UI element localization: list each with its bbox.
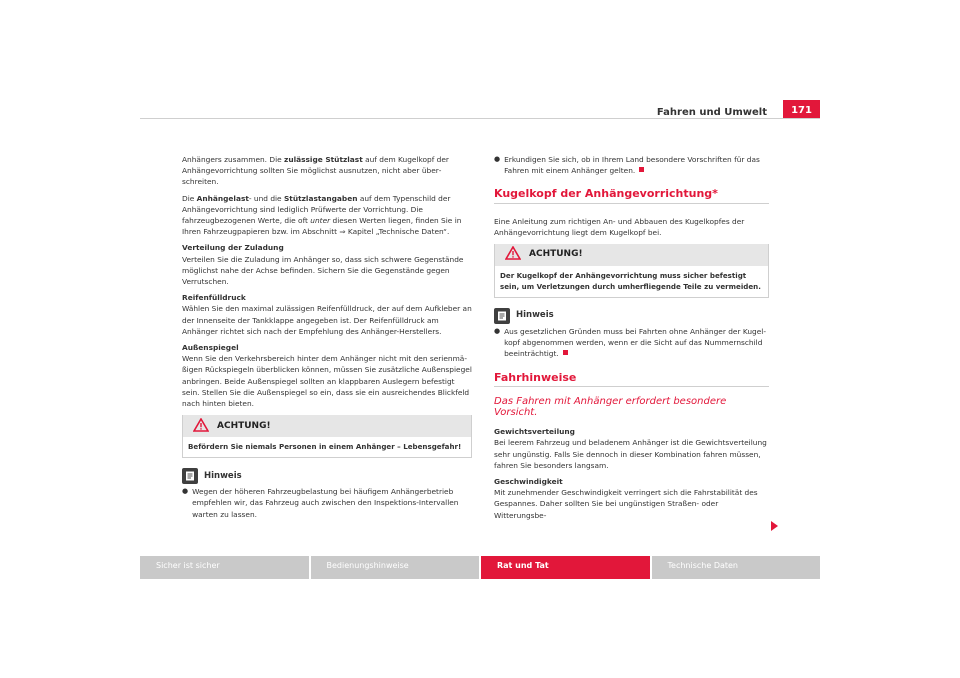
paragraph-reifenfuelldruck: Wählen Sie den maximal zulässigen Reifenfülldruck, der auf dem Aufkleber an der Innenseite der Tankklappe angegeben ist. Der Reifenfülldruck am Anhänger richtet sich nach der Empfehlung des Anhänger-Herstellers.	[182, 304, 472, 336]
note-bullet	[182, 486, 472, 520]
warning-box	[182, 415, 472, 458]
paragraph-kugelkopf: Eine Anleitung zum richtigen An- und Abbauen des Kugelkopfes der Anhängevorrichtung liegt dem Kugelkopf bei.	[494, 216, 745, 237]
page-number: 171	[783, 100, 820, 119]
italic-text: unter	[310, 216, 331, 226]
text: Erkundigen Sie sich, ob in Ihrem Land besondere Vorschriften für das Fahren mit einem Anhänger gelten.	[504, 155, 760, 176]
footer-tab-sicher[interactable]: Sicher ist sicher	[140, 556, 309, 579]
paragraph-stuetzlast	[182, 154, 472, 188]
paragraph-geschwindigkeit: Mit zunehmender Geschwindigkeit verringert sich die Fahrstabilität des Gespannes. Daher sollten Sie bei ungünstigen Straßen- oder Witterungsbe-	[494, 488, 758, 520]
note-text-wrap	[504, 326, 769, 360]
heading-reifenfuelldruck: Reifenfülldruck	[182, 293, 246, 303]
list-item	[494, 154, 769, 176]
paragraph-anhaengelast	[182, 193, 472, 238]
heading-zuladung: Verteilung der Zuladung	[182, 243, 284, 253]
warning-triangle-icon	[193, 418, 209, 435]
section-title-fahrhinweise: Fahrhinweise	[494, 372, 769, 387]
bullet-text	[504, 154, 769, 176]
warning-header	[183, 415, 471, 437]
continue-arrow-icon	[771, 521, 778, 531]
warning-text: Befördern Sie niemals Personen in einem Anhänger – Lebensgefahr!	[188, 442, 462, 452]
right-column	[494, 154, 769, 526]
end-square-icon	[563, 350, 568, 355]
bullet-icon: ●	[494, 155, 501, 163]
left-column	[182, 154, 472, 520]
chapter-title: Fahren und Umwelt	[656, 107, 767, 118]
heading-gewichtsverteilung: Gewichtsverteilung	[494, 427, 575, 437]
note-text: Wegen der höheren Fahrzeugbelastung bei häufigem Anhängerbetrieb empfehlen wir, das Fahrzeug auch zwischen den Inspektions-Intervallen warten zu lassen.	[192, 487, 459, 519]
bullet-icon: ●	[182, 487, 189, 496]
note-title: Hinweis	[204, 470, 242, 481]
warning-header	[495, 244, 768, 266]
note-header	[182, 468, 472, 484]
end-square-icon	[639, 167, 644, 172]
footer-tab-rat-und-tat[interactable]: Rat und Tat	[481, 556, 650, 579]
section-title-kugelkopf: Kugelkopf der Anhängevorrichtung*	[494, 188, 769, 203]
warning-triangle-icon	[505, 246, 521, 263]
bullet-icon: ●	[494, 327, 501, 336]
heading-aussenspiegel: Außenspiegel	[182, 343, 239, 353]
note-icon	[494, 308, 510, 324]
note-title: Hinweis	[516, 310, 554, 321]
text: Anhängers zusammen. Die	[182, 155, 285, 164]
warning-title: ACHTUNG!	[217, 420, 271, 431]
paragraph-gewichtsverteilung: Bei leerem Fahrzeug und beladenem Anhänger ist die Gewichtsverteilung sehr ungünstig. Falls Sie dennoch in dieser Kombination fahren müssen, fahren Sie besonders langsam.	[494, 438, 767, 470]
warning-text: Der Kugelkopf der Anhängevorrichtung muss sicher befestigt sein, um Verletzungen durch umherfliegende Teile zu vermeiden.	[500, 271, 761, 292]
note-header	[494, 308, 769, 324]
heading-geschwindigkeit: Geschwindigkeit	[494, 477, 563, 487]
note-icon	[182, 468, 198, 484]
footer-tab-technische-daten[interactable]: Technische Daten	[652, 556, 821, 579]
note-bullet	[494, 326, 769, 360]
warning-box	[494, 244, 769, 298]
footer-tab-bedienungshinweise[interactable]: Bedienungshinweise	[311, 556, 480, 579]
paragraph-aussenspiegel: Wenn Sie den Verkehrsbereich hinter dem Anhänger nicht mit den serienmäßigen Rückspiegeln überblicken können, müssen Sie zusätzliche Außenspiegel anbringen. Beide Außenspiegel sollten an klappbaren Auslegern befestigt sein. Stellen Sie die Außenspiegel so ein, dass sie ein ausreichendes Blickfeld nach hinten bieten.	[182, 354, 472, 409]
text: Die	[182, 193, 197, 203]
text: - und die	[248, 193, 284, 203]
warning-title: ACHTUNG!	[529, 249, 583, 260]
text: diesen Werten liegen, finden Sie in Ihren Fahrzeugpapieren bzw. im Abschnitt ⇒ Kapitel „Technische Daten“.	[182, 216, 462, 237]
paragraph-zuladung: Verteilen Sie die Zuladung im Anhänger so, dass sich schwere Gegenstände möglichst nahe der Achse befinden. Sichern Sie die Gegenstände gegen Verrutschen.	[182, 254, 464, 287]
text: auf dem Typenschild der Anhängevorrichtung sind lediglich Prüfwerte der Vorrichtung. Die fahrzeugbezogenen Werte, die oft	[182, 193, 451, 226]
text: auf dem Kugelkopf der Anhängevorrichtung sollten Sie möglichst ausnutzen, nicht aber überschreiten.	[182, 155, 449, 187]
bold-text: Anhängelast	[196, 193, 249, 203]
section-subtitle: Das Fahren mit Anhänger erfordert besondere Vorsicht.	[494, 395, 727, 419]
header-divider	[140, 118, 820, 119]
bold-text: Stützlastangaben	[283, 193, 358, 203]
footer-nav	[140, 556, 820, 579]
note-text: Aus gesetzlichen Gründen muss bei Fahrten ohne Anhänger der Kugelkopf abgenommen werden, wenn er die Sicht auf das Nummernschild beeinträchtigt.	[504, 327, 766, 359]
bold-text: zulässige Stützlast	[284, 155, 363, 164]
